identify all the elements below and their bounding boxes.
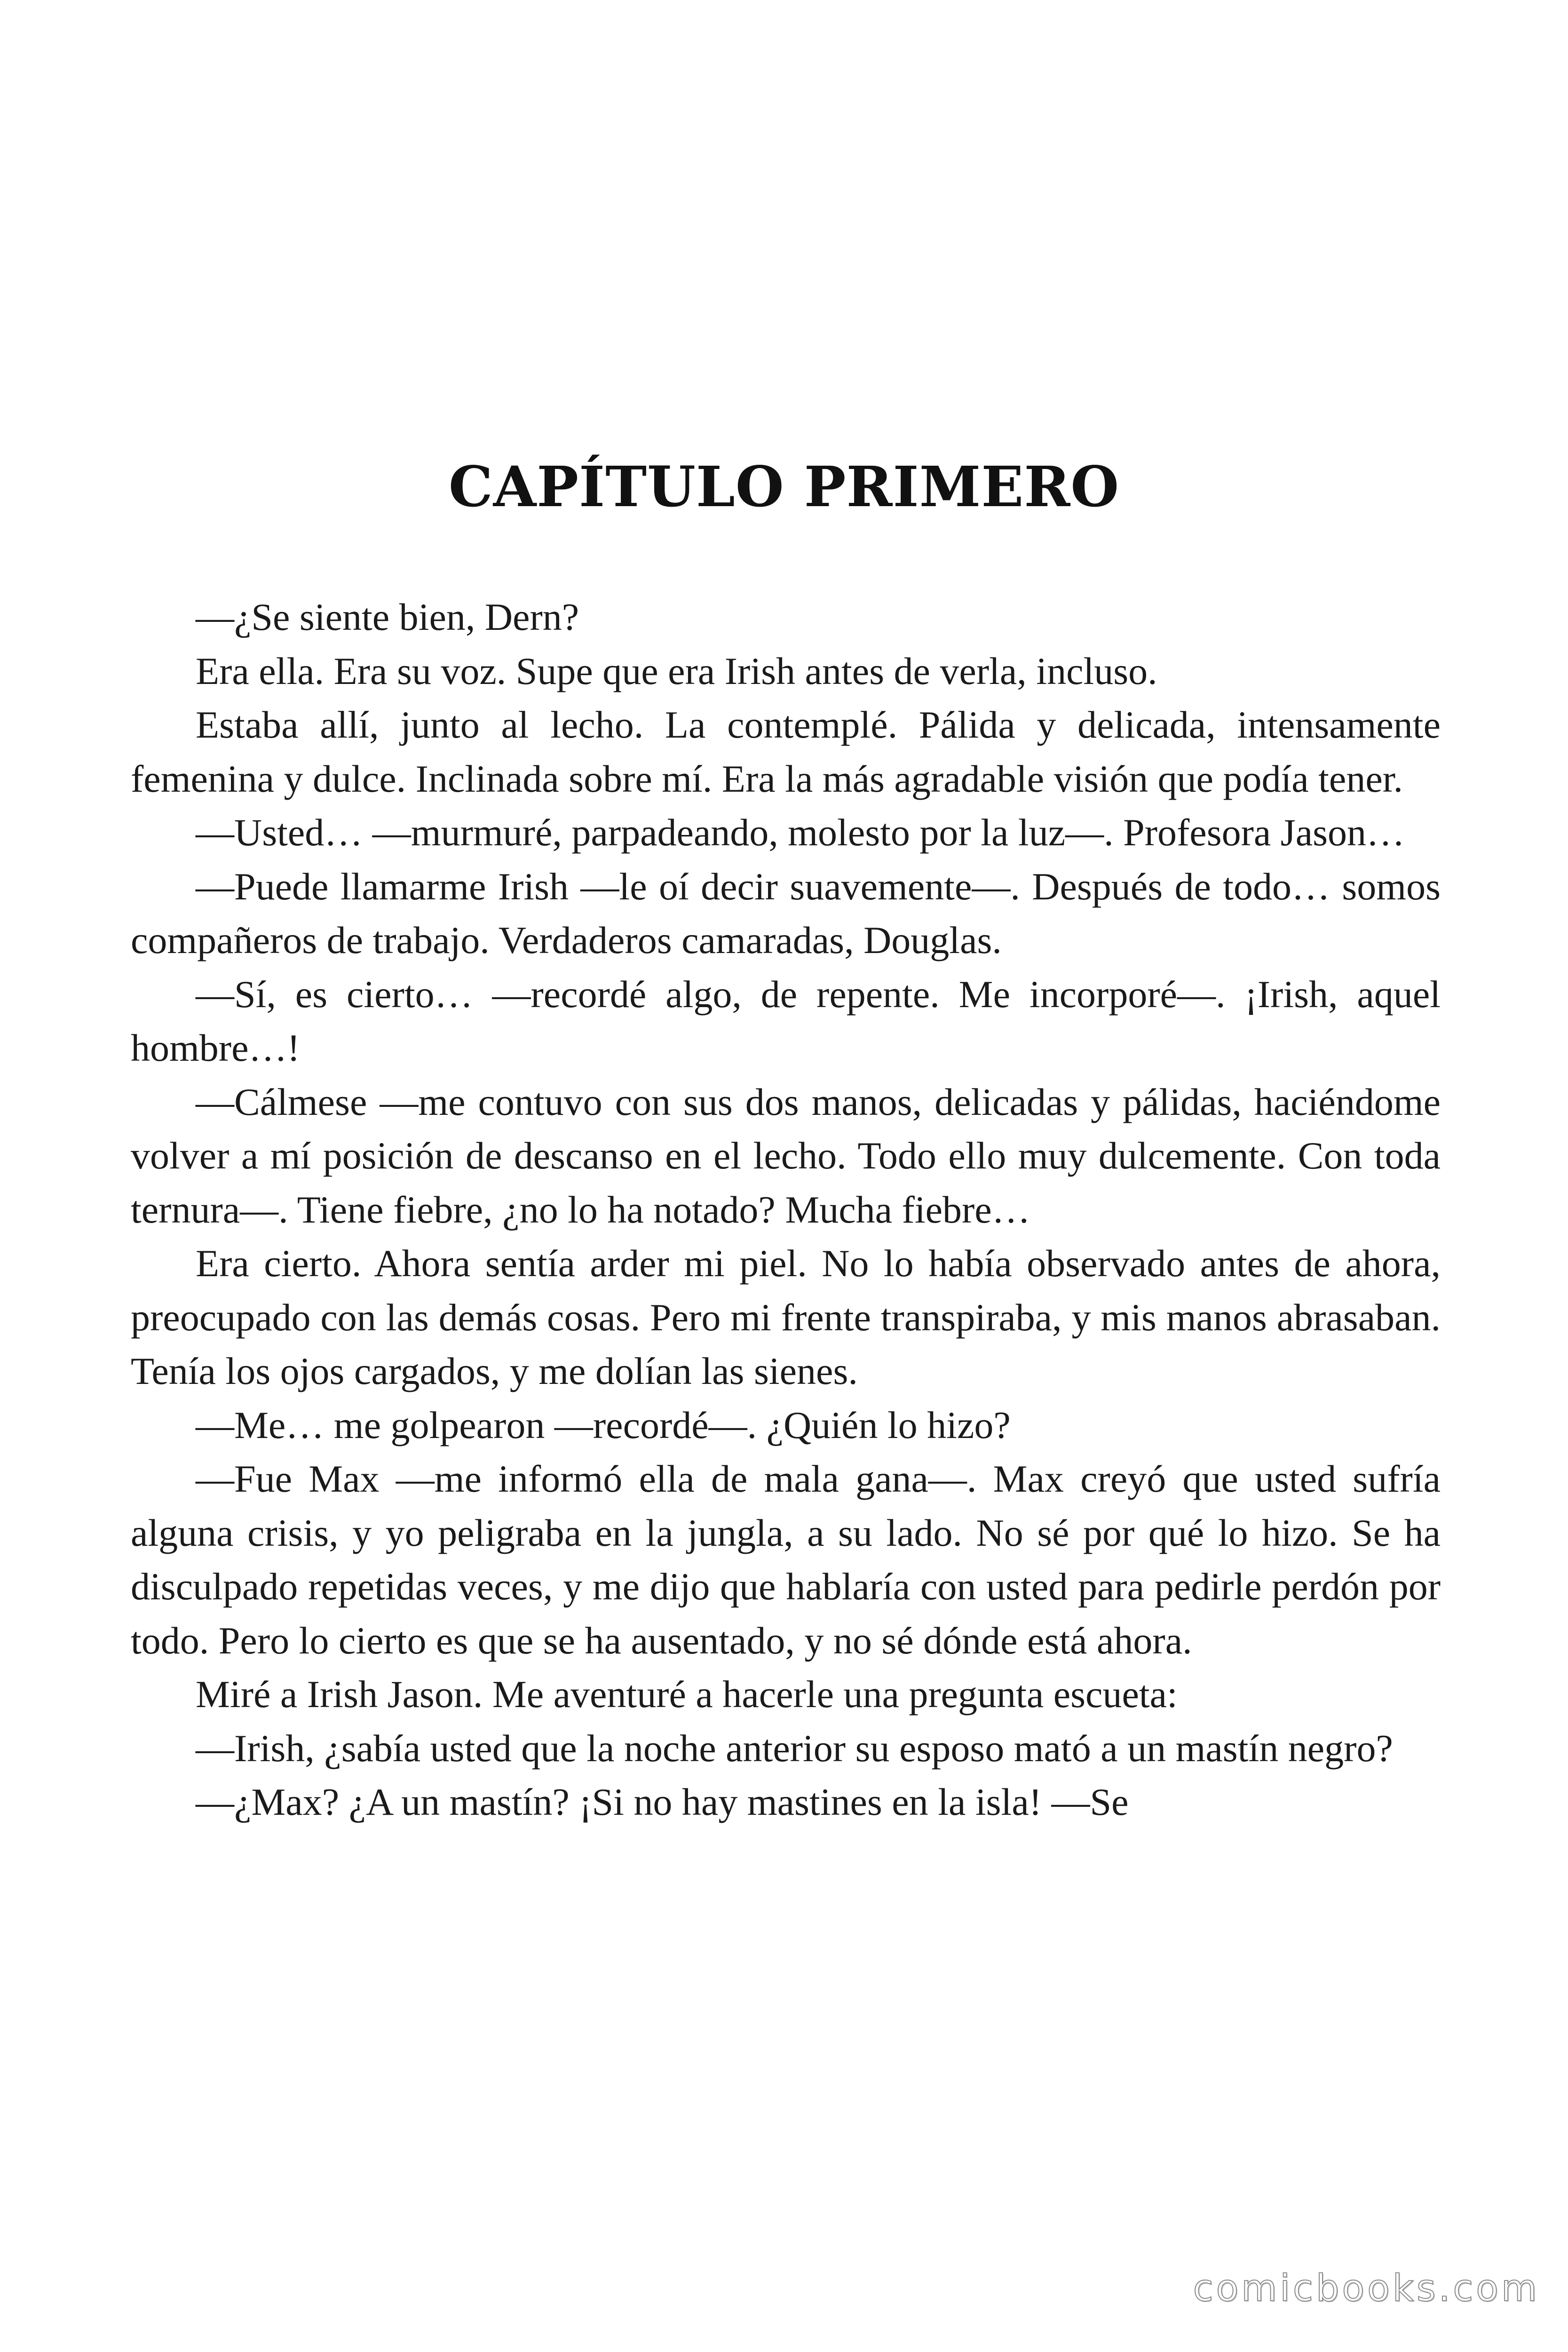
chapter-title: CAPÍTULO PRIMERO: [448, 454, 1120, 519]
paragraph: Era ella. Era su voz. Supe que era Irish antes de verla, incluso.: [196, 649, 1157, 692]
paragraph: —Fue Max —me informó ella de mala gana—. Max creyó que usted sufría alguna crisis, y yo peligraba en la jungla, a su lado. No sé por qué lo hizo. Se ha disculpado repetidas veces, y me dijo que hablaría con usted para pedirle perdón por todo. Pero lo cierto es que se ha ausentado, y no sé dónde está ahora.: [131, 1457, 1441, 1662]
paragraph: —Puede llamarme Irish —le oí decir suavemente—. Después de todo… somos compañeros de trabajo. Verdaderos camaradas, Douglas.: [131, 865, 1441, 961]
paragraph: —Usted… —murmuré, parpadeando, molesto por la luz—. Profesora Jason…: [196, 811, 1405, 854]
paragraph: —Me… me golpearon —recordé—. ¿Quién lo hizo?: [196, 1403, 1011, 1446]
paragraph: —Irish, ¿sabía usted que la noche anterior su esposo mató a un mastín negro?: [196, 1726, 1393, 1770]
paragraph: Estaba allí, junto al lecho. La contemplé. Pálida y delicada, intensamente femenina y dulce. Inclinada sobre mí. Era la más agradable visión que podía tener.: [131, 703, 1441, 800]
paragraph: —¿Max? ¿A un mastín? ¡Si no hay mastines en la isla! —Se: [196, 1780, 1129, 1823]
paragraph: Era cierto. Ahora sentía arder mi piel. No lo había observado antes de ahora, preocupado con las demás cosas. Pero mi frente transpiraba, y mis manos abrasaban. Tenía los ojos cargados, y me dolían las sienes.: [131, 1242, 1441, 1392]
paragraph: —¿Se siente bien, Dern?: [196, 596, 579, 638]
chapter-body: [131, 590, 1441, 1829]
paragraph: —Sí, es cierto… —recordé algo, de repente. Me incorporé—. ¡Irish, aquel hombre…!: [131, 972, 1441, 1069]
paragraph: —Cálmese —me contuvo con sus dos manos, delicadas y pálidas, haciéndome volver a mí posición de descanso en el lecho. Todo ello muy dulcemente. Con toda ternura—. Tiene fiebre, ¿no lo ha notado? Mucha fiebre…: [131, 1080, 1441, 1231]
paragraph: Miré a Irish Jason. Me aventuré a hacerle una pregunta escueta:: [196, 1673, 1178, 1716]
watermark: comicbooks.com: [1193, 2267, 1540, 2310]
